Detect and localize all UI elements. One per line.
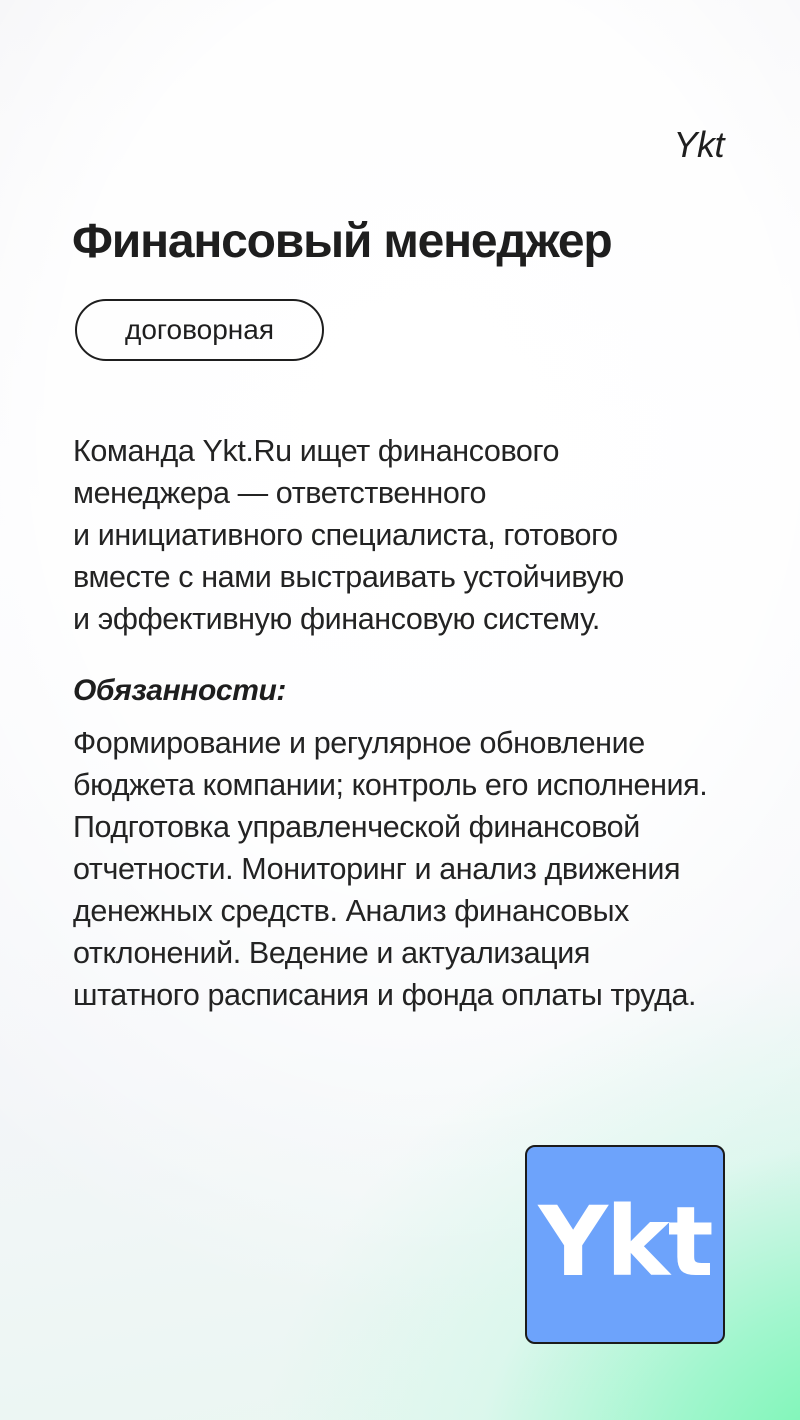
intro-line: вместе с нами выстраивать устойчивую [73, 560, 624, 594]
duties-line: Подготовка управленческой финансовой [73, 810, 640, 844]
brand-label: Ykt [673, 124, 724, 165]
intro-line: и эффективную финансовую систему. [73, 602, 600, 636]
logo-text: Ykt [538, 1185, 712, 1298]
intro-paragraph [73, 430, 753, 640]
ykt-logo [525, 1145, 725, 1344]
duties-line: бюджета компании; контроль его исполнения. [73, 768, 708, 802]
salary-badge: договорная [75, 299, 324, 361]
duties-paragraph [73, 722, 788, 1016]
intro-line: и инициативного специалиста, готового [73, 518, 618, 552]
duties-line: денежных средств. Анализ финансовых [73, 894, 629, 928]
intro-line: менеджера — ответственного [73, 476, 487, 510]
duties-line: отклонений. Ведение и актуализация [73, 936, 590, 970]
duties-heading: Обязанности: [73, 674, 287, 707]
page-title: Финансовый менеджер [72, 215, 612, 268]
duties-line: штатного расписания и фонда оплаты труда. [73, 978, 697, 1012]
duties-line: отчетности. Мониторинг и анализ движения [73, 852, 681, 886]
intro-line: Команда Ykt.Ru ищет финансового [73, 434, 560, 468]
duties-line: Формирование и регулярное обновление [73, 726, 645, 760]
